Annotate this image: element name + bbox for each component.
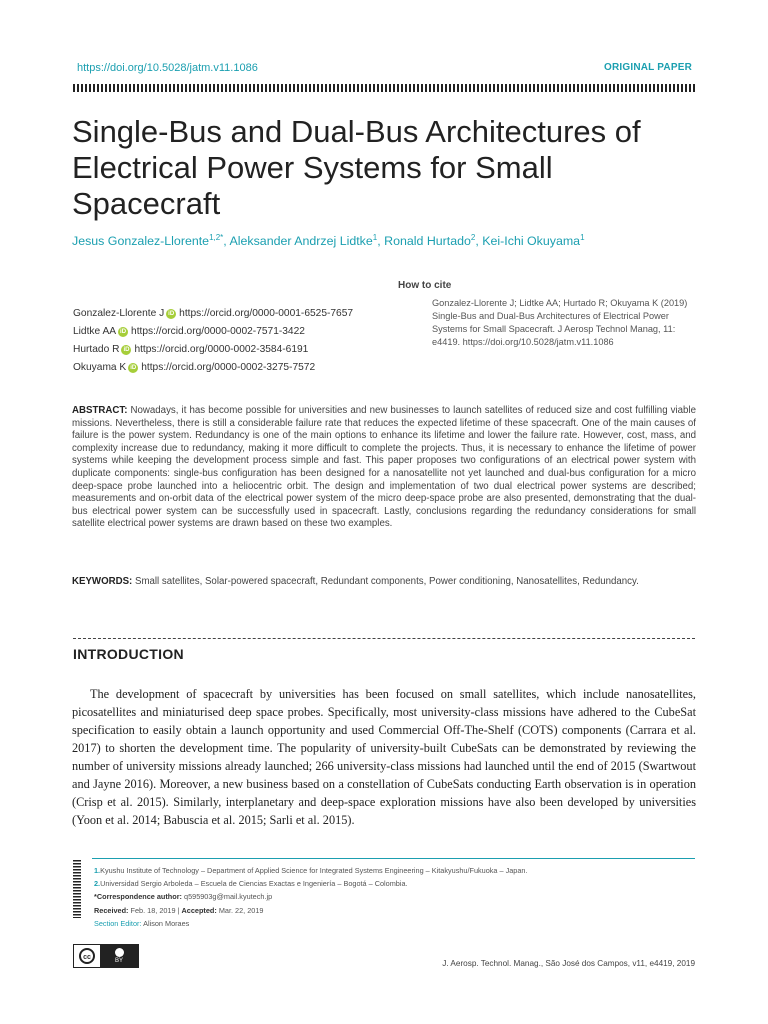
footnote-barcode — [73, 860, 81, 918]
dates: Received: Feb. 18, 2019 | Accepted: Mar. 22, 2019 — [94, 905, 264, 915]
person-icon — [115, 948, 124, 957]
orcid-author: Gonzalez-Llorente J — [73, 308, 165, 319]
orcid-link[interactable]: https://orcid.org/0000-0002-3584-6191 — [134, 344, 309, 355]
received-label: Received: — [94, 905, 129, 915]
author-affiliation: 1 — [372, 233, 378, 242]
orcid-author: Hurtado R — [73, 344, 120, 355]
orcid-author: Lidtke AA — [73, 326, 117, 337]
section-divider — [73, 638, 695, 639]
affiliation-number: 1. — [94, 866, 101, 875]
orcid-icon: iD — [123, 347, 130, 353]
orcid-link[interactable]: https://orcid.org/0000-0002-7571-3422 — [131, 326, 305, 337]
orcid-author: Okuyama K — [73, 362, 127, 373]
cc-icon: cc — [79, 948, 95, 964]
by-label: BY — [114, 958, 123, 964]
header-barcode-rule — [73, 84, 695, 92]
cc-by-license-icon[interactable] — [73, 944, 139, 968]
author-list — [72, 233, 702, 248]
keywords-label: KEYWORDS: — [72, 576, 133, 587]
affiliation-1 — [94, 864, 694, 877]
editor-label: Section Editor: — [94, 918, 142, 928]
keywords-text: Small satellites, Solar-powered spacecraft, Redundant components, Power conditioning, Nanosatellites, Redundancy. — [134, 576, 639, 587]
affiliation-text: Universidad Sergio Arboleda – Escuela de Ciencias Exactas e Ingeniería – Bogotá – Colombia. — [100, 879, 408, 889]
received-date: Feb. 18, 2019 — [130, 905, 176, 915]
author-separator: , — [475, 234, 483, 249]
orcid-row — [73, 341, 353, 359]
introduction-paragraph: The development of spacecraft by universities has been focused on small satellites, which include nanosatellites, picosatellites and miniaturised deep space probes. Specifically, most university-class missions have adhered to the CubeSat specification to easily obtain a launch opportunity and used Commercial Off-The-Shelf (COTS) components (Carrara et al. 2017) to shorten the development time. The popularity of university-built CubeSats can be demonstrated by reviewing the number of university missions already launched; 266 university-class missions had launched until the end of 2015 (Swartwout and Jayne 2016). Moreover, a new business based on a constellation of CubeSats conducting Earth observation is in operation (Crisp et al. 2015). Similarly, interplanetary and deep-space exploration missions have also been developed by universities (Yoon et al. 2014; Babuscia et al. 2015; Sarli et al. 2015). — [72, 687, 696, 827]
abstract-label: ABSTRACT: — [72, 405, 128, 416]
affiliation-number: 2. — [94, 879, 101, 889]
keywords — [72, 576, 696, 589]
orcid-link[interactable]: https://orcid.org/0000-0001-6525-7657 — [179, 308, 354, 319]
footnote-rule — [92, 858, 695, 859]
orcid-icon: iD — [168, 311, 175, 317]
citation-text: Gonzalez-Llorente J; Lidtke AA; Hurtado R; Okuyama K (2019) Single-Bus and Dual-Bus Architectures of Electrical Power Systems for Small Spacecraft. J Aerosp Technol Manag, 11: e4419. https://doi.org/10.5028/jatm.v11.1086 — [432, 298, 688, 347]
correspondence-email[interactable]: q595903g@mail.kyutech.jp — [184, 892, 273, 902]
abstract-text: Nowadays, it has become possible for universities and new businesses to launch satellites of reduced size and cost fulfilling viable missions. Nevertheless, there is still a considerable failure rate that reduces the expected lifetime of these spacecraft. One of the main causes of failure is the power system. Redundancy is one of the main options to enhance its lifetime and lower the failure rate. However, cost, mass, and complexity increase due to redundancy, making it more difficult to complete the projects. Thus, it is necessary to enhance the lifetime of power systems while keeping the development process simple and fast. This paper proposes two configurations of an electrical power system with duplicate components: single-bus configuration has been designed for a nanosatellite not yet launched and dual-bus configuration for a micro deep-space probe launched into a heliocentric orbit. The design and implementation of two dual electrical power systems are described; measurements and on-orbit data of the electrical power system of the micro deep-space probe are also presented, demonstrating that the dual-bus electrical power system can be successfully used in spacecraft. Lastly, conclusions regarding the redundancy considerations for small satellite electrical power systems are drawn based on these two examples. — [72, 405, 696, 530]
paper-type-label: ORIGINAL PAPER — [604, 62, 692, 73]
author-name[interactable]: Ronald Hurtado — [384, 234, 471, 249]
author-name[interactable]: Aleksander Andrzej Lidtke — [229, 234, 373, 249]
orcid-icon: iD — [130, 365, 137, 371]
doi-link[interactable]: https://doi.org/10.5028/jatm.v11.1086 — [77, 62, 258, 74]
author-affiliation: 1,2* — [209, 233, 224, 242]
orcid-row — [73, 305, 353, 323]
affiliation-2 — [94, 877, 694, 890]
accepted-label: Accepted: — [181, 905, 217, 915]
orcid-list — [73, 305, 353, 377]
author-name[interactable]: Jesus Gonzalez-Llorente — [72, 234, 210, 249]
accepted-date: Mar. 22, 2019 — [218, 905, 264, 915]
author-affiliation: 1 — [580, 233, 585, 242]
affiliation-text: Kyushu Institute of Technology – Department of Applied Science for Integrated Systems Engineering – Kitakyushu/Fukuoka – Japan. — [100, 866, 528, 875]
orcid-row — [73, 359, 353, 377]
introduction-heading: INTRODUCTION — [73, 646, 184, 662]
orcid-icon: iD — [120, 329, 127, 335]
author-separator: , — [377, 234, 385, 249]
orcid-link[interactable]: https://orcid.org/0000-0002-3275-7572 — [141, 362, 316, 373]
correspondence — [94, 890, 694, 903]
editor-name: Alison Moraes — [143, 918, 190, 928]
footnotes — [94, 864, 694, 930]
abstract — [72, 405, 696, 531]
author-name[interactable]: Kei-Ichi Okuyama — [482, 234, 581, 249]
author-affiliation: 2 — [470, 233, 476, 242]
how-to-cite-label: How to cite — [398, 280, 452, 291]
author-separator: , — [223, 234, 230, 249]
journal-footer: J. Aerosp. Technol. Manag., São José dos Campos, v11, e4419, 2019 — [442, 959, 695, 968]
orcid-row — [73, 323, 353, 341]
section-editor — [94, 917, 694, 930]
paper-title: Single-Bus and Dual-Bus Architectures of Electrical Power Systems for Small Spacecraft — [72, 114, 641, 221]
correspondence-label: *Correspondence author: — [94, 892, 182, 902]
